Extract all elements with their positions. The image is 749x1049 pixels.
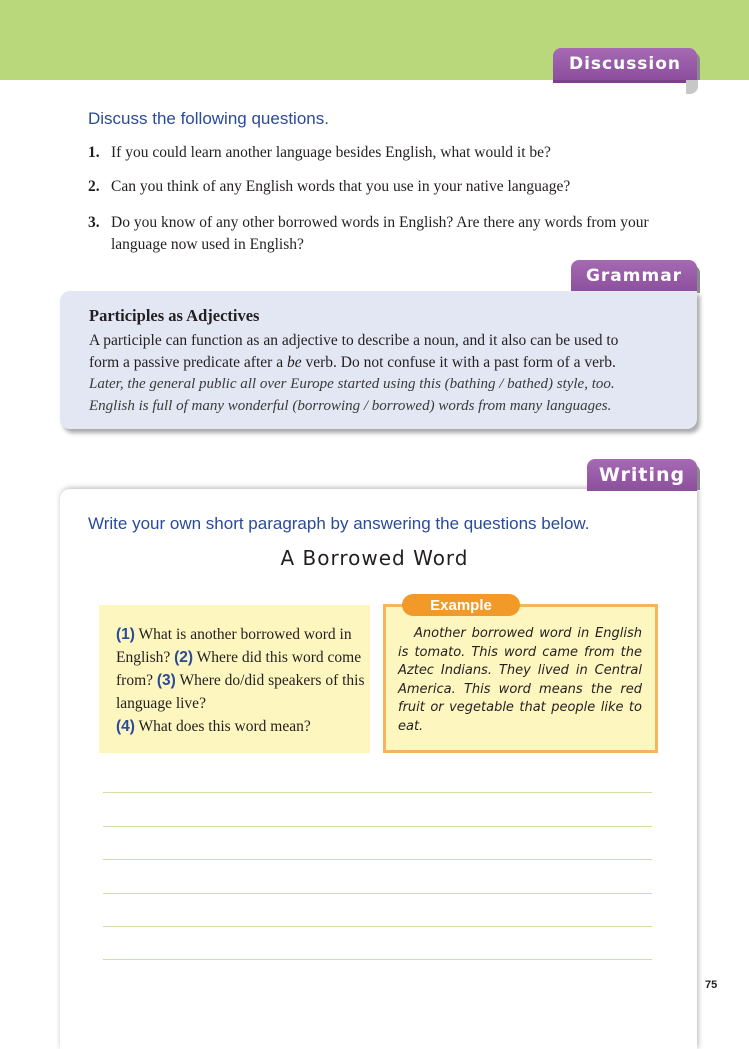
example-label: Example: [402, 594, 520, 616]
page-number: 75: [705, 979, 718, 991]
writing-line[interactable]: [103, 926, 652, 927]
grammar-emphasis-be: be: [286, 354, 302, 371]
discussion-instruction: Discuss the following questions.: [88, 109, 329, 128]
grammar-line-1: A participle can function as an adjective to describe a noun, and it also can be used to: [89, 332, 619, 349]
prompt-number-2: (2): [174, 649, 194, 666]
question-3: [88, 212, 649, 256]
question-number: 1.: [88, 144, 100, 161]
writing-line[interactable]: [103, 859, 652, 860]
question-text-line-2: language now used in English?: [111, 236, 304, 253]
question-text: [111, 212, 649, 256]
writing-box: [60, 489, 697, 1049]
prompt-text-1: What is another borrowed word in English?: [116, 626, 352, 666]
writing-instruction: Write your own short paragraph by answering the questions below.: [88, 514, 590, 533]
discussion-tab: Discussion: [553, 48, 697, 80]
question-2: [88, 176, 570, 198]
question-text: If you could learn another language besides English, what would it be?: [111, 144, 551, 161]
grammar-example-1: Later, the general public all over Europe started using this (bathing / bathed) style, too.: [89, 376, 615, 392]
prompt-number-4: (4): [116, 718, 135, 735]
prompt-text-4: What does this word mean?: [134, 718, 311, 735]
question-text-line-1: Do you know of any other borrowed words in English? Are there any words from your: [111, 214, 649, 231]
writing-line[interactable]: [103, 826, 652, 827]
writing-line[interactable]: [103, 893, 652, 894]
writing-tab: Writing: [587, 459, 697, 491]
grammar-title: Participles as Adjectives: [89, 306, 260, 325]
writing-line[interactable]: [103, 792, 652, 793]
grammar-line-2-start: form a passive predicate after a: [89, 354, 287, 371]
grammar-line-2-end: verb. Do not confuse it with a past form of a verb.: [301, 354, 616, 371]
grammar-example-2: English is full of many wonderful (borrowing / borrowed) words from many languages.: [89, 398, 612, 414]
question-text: Can you think of any English words that you use in your native language?: [111, 178, 571, 195]
prompt-questions: [116, 623, 366, 738]
grammar-tab: Grammar: [571, 260, 697, 292]
example-text: Another borrowed word in English is tomato. This word came from the Aztec Indians. They lived in Central America. This word means the red fruit or vegetable that people like to eat.: [398, 626, 642, 734]
question-number: 3.: [88, 214, 100, 231]
grammar-line-2: [89, 352, 616, 374]
writing-line[interactable]: [103, 959, 652, 960]
question-number: 2.: [88, 178, 100, 195]
discussion-tab-tail: [686, 80, 698, 94]
writing-title: A Borrowed Word: [280, 546, 469, 570]
prompt-number-3: (3): [156, 672, 176, 689]
prompt-text-3: Where do/did speakers of this language live?: [116, 672, 365, 712]
question-1: [88, 142, 551, 164]
prompt-text-2: Where did this word come from?: [116, 649, 362, 689]
discussion-rule: [553, 80, 697, 83]
prompt-number-1: (1): [116, 626, 135, 643]
